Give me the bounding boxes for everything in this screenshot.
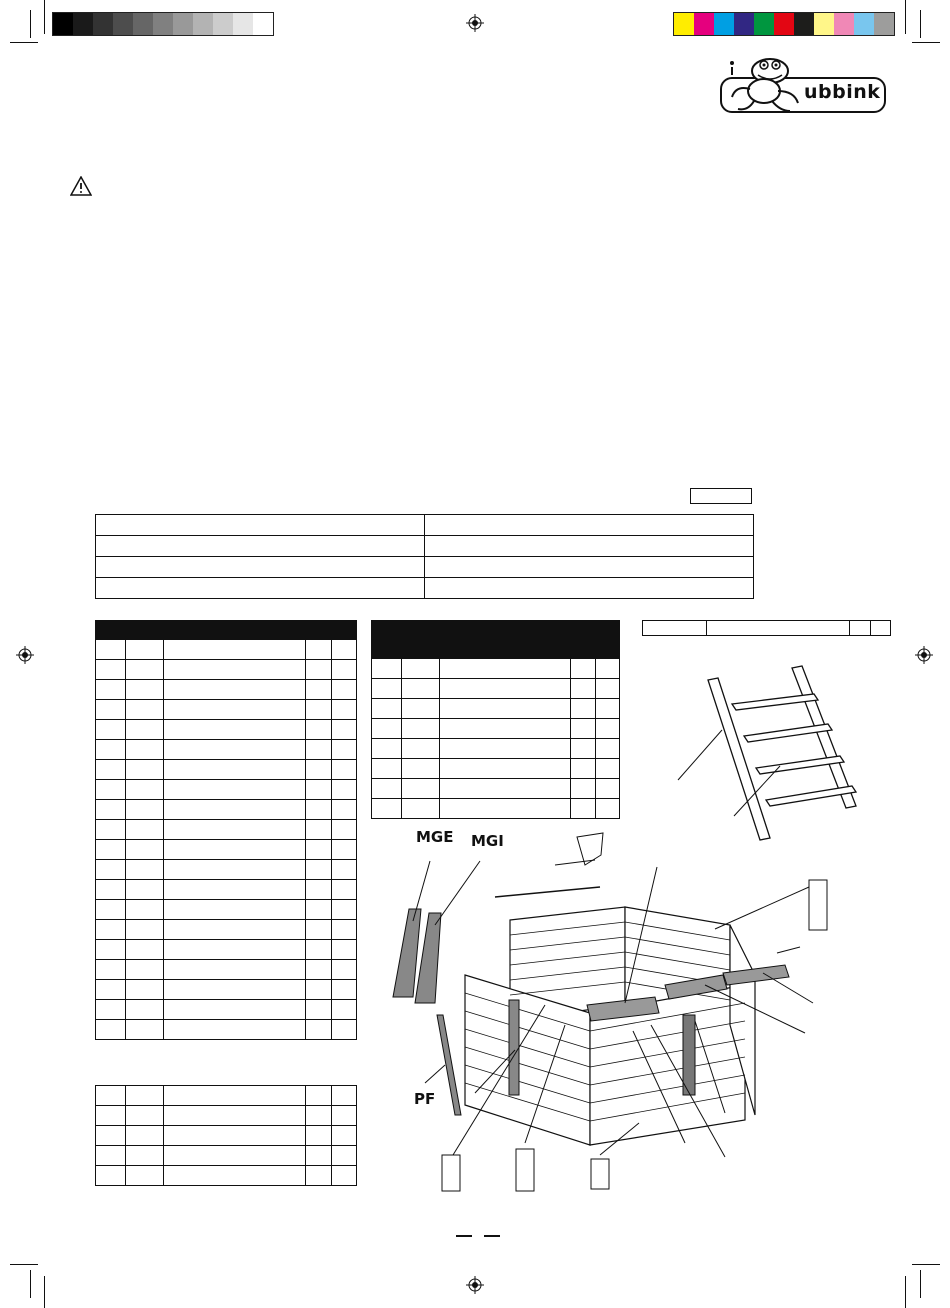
parts-table-main: [95, 620, 357, 1040]
table-row: [372, 699, 620, 719]
crop-mark: [920, 10, 921, 38]
table-cell: [331, 940, 356, 960]
table-cell: [96, 621, 126, 640]
crop-mark: [905, 1276, 906, 1308]
page-mark: [456, 1235, 472, 1237]
table-cell: [439, 759, 570, 779]
color-swatch: [213, 13, 233, 35]
table-cell: [96, 680, 126, 700]
color-swatch: [754, 13, 774, 35]
table-cell: [125, 1000, 163, 1020]
table-cell: [331, 900, 356, 920]
table-cell: [96, 880, 126, 900]
table-row: [96, 515, 754, 536]
table-row: [96, 536, 754, 557]
table-cell: [401, 719, 439, 739]
table-cell: [125, 640, 163, 660]
table-cell: [331, 1166, 356, 1186]
table-cell: [571, 719, 595, 739]
table-cell: [306, 621, 331, 640]
table-cell: [331, 680, 356, 700]
registration-mark-icon: [915, 646, 933, 664]
table-cell: [306, 980, 331, 1000]
table-row: [96, 860, 357, 880]
table-row: [96, 1086, 357, 1106]
table-cell: [163, 1086, 306, 1106]
table-cell: [425, 536, 754, 557]
table-cell: [163, 880, 306, 900]
table-cell: [571, 779, 595, 799]
table-cell: [372, 719, 402, 739]
table-cell: [125, 860, 163, 880]
table-cell: [372, 759, 402, 779]
table-cell: [331, 640, 356, 660]
table-row: [96, 960, 357, 980]
table-cell: [306, 740, 331, 760]
table-cell: [331, 880, 356, 900]
table-row: [96, 920, 357, 940]
table-cell: [125, 840, 163, 860]
table-cell: [306, 800, 331, 820]
table-cell: [125, 960, 163, 980]
table-cell: [96, 660, 126, 680]
table-row: [96, 1146, 357, 1166]
table-row: [96, 980, 357, 1000]
table-cell: [96, 840, 126, 860]
table-cell: [401, 621, 439, 640]
table-cell: [163, 1126, 306, 1146]
table-cell: [306, 840, 331, 860]
table-cell: [96, 536, 425, 557]
table-cell: [163, 660, 306, 680]
table-row: [96, 760, 357, 780]
table-cell: [163, 760, 306, 780]
table-row: [96, 1166, 357, 1186]
table-cell: [401, 759, 439, 779]
grayscale-color-bar: [52, 12, 274, 36]
table-cell: [306, 1086, 331, 1106]
table-cell: [163, 1106, 306, 1126]
table-cell: [331, 980, 356, 1000]
table-cell: [401, 679, 439, 699]
crop-mark: [920, 1270, 921, 1298]
table-cell: [125, 1020, 163, 1040]
table-cell: [331, 800, 356, 820]
table-cell: [571, 640, 595, 659]
table-row: [96, 880, 357, 900]
table-cell: [571, 799, 595, 819]
table-row: [96, 557, 754, 578]
table-cell: [306, 900, 331, 920]
table-cell: [306, 720, 331, 740]
table-cell: [331, 860, 356, 880]
table-cell: [96, 557, 425, 578]
table-cell: [331, 700, 356, 720]
table-cell: [125, 740, 163, 760]
table-cell: [401, 739, 439, 759]
warning-triangle-icon: [70, 176, 92, 196]
crop-mark: [905, 0, 906, 34]
table-cell: [163, 800, 306, 820]
table-cell: [439, 659, 570, 679]
table-cell: [306, 1146, 331, 1166]
registration-mark-icon: [466, 14, 484, 32]
table-row: [372, 719, 620, 739]
table-cell: [439, 739, 570, 759]
table-cell: [401, 799, 439, 819]
table-cell: [439, 719, 570, 739]
crop-mark: [30, 10, 31, 38]
table-cell: [125, 1146, 163, 1166]
table-cell: [372, 739, 402, 759]
table-cell: [96, 515, 425, 536]
table-cell: [96, 900, 126, 920]
table-cell: [595, 699, 619, 719]
pool-illustration: [385, 825, 835, 1200]
table-row: [96, 700, 357, 720]
table-header-row: [372, 621, 620, 640]
table-row: [96, 720, 357, 740]
color-swatch: [53, 13, 73, 35]
table-cell: [401, 699, 439, 719]
table-cell: [125, 621, 163, 640]
table-cell: [306, 1166, 331, 1186]
table-cell: [96, 920, 126, 940]
table-cell: [163, 860, 306, 880]
table-cell: [163, 940, 306, 960]
table-row: [96, 640, 357, 660]
color-swatch: [814, 13, 834, 35]
crop-mark: [912, 42, 940, 43]
table-cell: [707, 621, 850, 635]
table-cell: [331, 760, 356, 780]
table-cell: [306, 820, 331, 840]
table-cell: [331, 720, 356, 740]
table-cell: [125, 800, 163, 820]
table-row: [96, 1000, 357, 1020]
table-cell: [331, 1126, 356, 1146]
color-swatch: [854, 13, 874, 35]
table-row: [96, 660, 357, 680]
table-cell: [372, 640, 402, 659]
table-cell: [331, 621, 356, 640]
color-swatch: [173, 13, 193, 35]
table-cell: [331, 1106, 356, 1126]
table-cell: [439, 679, 570, 699]
table-cell: [96, 780, 126, 800]
table-cell: [125, 940, 163, 960]
table-cell: [595, 779, 619, 799]
table-cell: [595, 739, 619, 759]
table-cell: [96, 720, 126, 740]
table-row: [372, 759, 620, 779]
table-cell: [595, 659, 619, 679]
table-row: [96, 820, 357, 840]
table-cell: [306, 700, 331, 720]
table-cell: [439, 779, 570, 799]
table-cell: [125, 820, 163, 840]
process-color-bar: [673, 12, 895, 36]
color-swatch: [714, 13, 734, 35]
table-cell: [571, 699, 595, 719]
parts-table-extra: [95, 1085, 357, 1186]
table-cell: [306, 960, 331, 980]
table-cell: [125, 920, 163, 940]
table-cell: [96, 1000, 126, 1020]
table-cell: [96, 1086, 126, 1106]
registration-mark-icon: [466, 1276, 484, 1294]
table-cell: [125, 720, 163, 740]
table-cell: [372, 699, 402, 719]
table-cell: [306, 660, 331, 680]
table-cell: [331, 660, 356, 680]
table-cell: [163, 840, 306, 860]
table-cell: [125, 1106, 163, 1126]
table-cell: [401, 779, 439, 799]
table-cell: [850, 621, 871, 635]
table-cell: [125, 1166, 163, 1186]
table-cell: [643, 621, 707, 635]
color-swatch: [774, 13, 794, 35]
table-cell: [163, 1020, 306, 1040]
crop-mark: [10, 1264, 38, 1265]
table-cell: [96, 860, 126, 880]
color-swatch: [253, 13, 273, 35]
table-cell: [306, 1000, 331, 1020]
table-cell: [163, 780, 306, 800]
table-row: [372, 679, 620, 699]
table-cell: [372, 799, 402, 819]
table-cell: [372, 659, 402, 679]
table-cell: [331, 1146, 356, 1166]
table-cell: [439, 621, 570, 640]
table-cell: [306, 1020, 331, 1040]
table-cell: [163, 1000, 306, 1020]
table-cell: [125, 680, 163, 700]
table-cell: [306, 940, 331, 960]
color-swatch: [93, 13, 113, 35]
registration-mark-icon: [16, 646, 34, 664]
color-swatch: [233, 13, 253, 35]
table-cell: [96, 760, 126, 780]
crop-mark: [30, 1270, 31, 1298]
color-swatch: [113, 13, 133, 35]
table-cell: [96, 980, 126, 1000]
table-cell: [306, 640, 331, 660]
table-cell: [439, 640, 570, 659]
crop-mark: [912, 1264, 940, 1265]
table-cell: [96, 740, 126, 760]
table-cell: [125, 700, 163, 720]
table-cell: [331, 740, 356, 760]
table-cell: [163, 621, 306, 640]
table-row: [372, 739, 620, 759]
table-cell: [331, 1000, 356, 1020]
table-cell: [163, 1146, 306, 1166]
table-cell: [163, 700, 306, 720]
table-row: [96, 940, 357, 960]
table-cell: [163, 720, 306, 740]
table-cell: [96, 1166, 126, 1186]
table-cell: [372, 621, 402, 640]
table-cell: [125, 980, 163, 1000]
table-cell: [595, 679, 619, 699]
table-cell: [306, 920, 331, 940]
table-row: [96, 740, 357, 760]
table-cell: [372, 779, 402, 799]
table-cell: [96, 940, 126, 960]
table-cell: [871, 621, 890, 635]
label-mge: MGE: [416, 828, 454, 846]
table-cell: [306, 860, 331, 880]
table-row: [372, 799, 620, 819]
table-cell: [96, 1106, 126, 1126]
table-cell: [331, 820, 356, 840]
table-cell: [306, 680, 331, 700]
table-cell: [331, 960, 356, 980]
table-cell: [425, 557, 754, 578]
table-cell: [96, 820, 126, 840]
crop-mark: [10, 42, 38, 43]
table-cell: [163, 740, 306, 760]
page-mark: [484, 1235, 500, 1237]
crop-mark: [44, 0, 45, 34]
table-cell: [96, 700, 126, 720]
color-swatch: [874, 13, 894, 35]
table-cell: [163, 1166, 306, 1186]
table-cell: [595, 640, 619, 659]
color-swatch: [674, 13, 694, 35]
table-cell: [425, 515, 754, 536]
table-cell: [401, 659, 439, 679]
table-cell: [163, 900, 306, 920]
table-row: [96, 1020, 357, 1040]
table-cell: [571, 759, 595, 779]
table-cell: [571, 659, 595, 679]
table-cell: [571, 621, 595, 640]
table-cell: [595, 621, 619, 640]
table-cell: [595, 799, 619, 819]
table-row: [96, 1126, 357, 1146]
table-cell: [331, 1086, 356, 1106]
color-swatch: [734, 13, 754, 35]
table-cell: [306, 880, 331, 900]
table-cell: [96, 1146, 126, 1166]
table-cell: [96, 1126, 126, 1146]
table-cell: [306, 780, 331, 800]
table-cell: [163, 960, 306, 980]
table-header-row: [372, 640, 620, 659]
table-cell: [163, 680, 306, 700]
color-swatch: [794, 13, 814, 35]
label-pf: PF: [414, 1090, 436, 1108]
table-cell: [96, 960, 126, 980]
table-cell: [306, 1126, 331, 1146]
table-row: [96, 780, 357, 800]
table-cell: [96, 1020, 126, 1040]
table-cell: [571, 679, 595, 699]
table-cell: [125, 780, 163, 800]
table-cell: [331, 1020, 356, 1040]
table-cell: [331, 780, 356, 800]
color-swatch: [73, 13, 93, 35]
color-swatch: [193, 13, 213, 35]
table-row: [96, 900, 357, 920]
table-cell: [439, 799, 570, 819]
table-row: [96, 680, 357, 700]
table-cell: [125, 1086, 163, 1106]
table-cell: [163, 820, 306, 840]
table-cell: [96, 800, 126, 820]
table-cell: [571, 739, 595, 759]
table-cell: [96, 640, 126, 660]
table-cell: [306, 1106, 331, 1126]
table-cell: [125, 880, 163, 900]
label-mgi: MGI: [471, 832, 504, 850]
table-cell: [425, 578, 754, 599]
table-cell: [125, 760, 163, 780]
table-cell: [163, 920, 306, 940]
table-row: [372, 659, 620, 679]
table-cell: [595, 719, 619, 739]
table-cell: [96, 578, 425, 599]
spec-table: [95, 514, 754, 599]
table-row: [96, 840, 357, 860]
color-swatch: [133, 13, 153, 35]
ubbink-logo: [720, 55, 888, 115]
table-cell: [372, 679, 402, 699]
spec-tag-box: [690, 488, 752, 504]
color-swatch: [834, 13, 854, 35]
table-cell: [331, 840, 356, 860]
table-cell: [125, 900, 163, 920]
table-row: [96, 1106, 357, 1126]
crop-mark: [44, 1276, 45, 1308]
table-cell: [306, 760, 331, 780]
logo-text: ubbink: [804, 81, 881, 103]
table-header-row: [96, 621, 357, 640]
table-row: [372, 779, 620, 799]
table-cell: [439, 699, 570, 719]
table-row: [96, 578, 754, 599]
table-cell: [401, 640, 439, 659]
table-cell: [125, 660, 163, 680]
color-swatch: [153, 13, 173, 35]
table-cell: [163, 980, 306, 1000]
ladder-illustration: [670, 660, 870, 850]
parts-table-secondary: [371, 620, 620, 819]
ladder-title-row: [642, 620, 891, 636]
table-cell: [125, 1126, 163, 1146]
table-row: [96, 800, 357, 820]
frog-icon: [724, 55, 804, 113]
color-swatch: [694, 13, 714, 35]
table-cell: [163, 640, 306, 660]
table-cell: [595, 759, 619, 779]
table-cell: [331, 920, 356, 940]
